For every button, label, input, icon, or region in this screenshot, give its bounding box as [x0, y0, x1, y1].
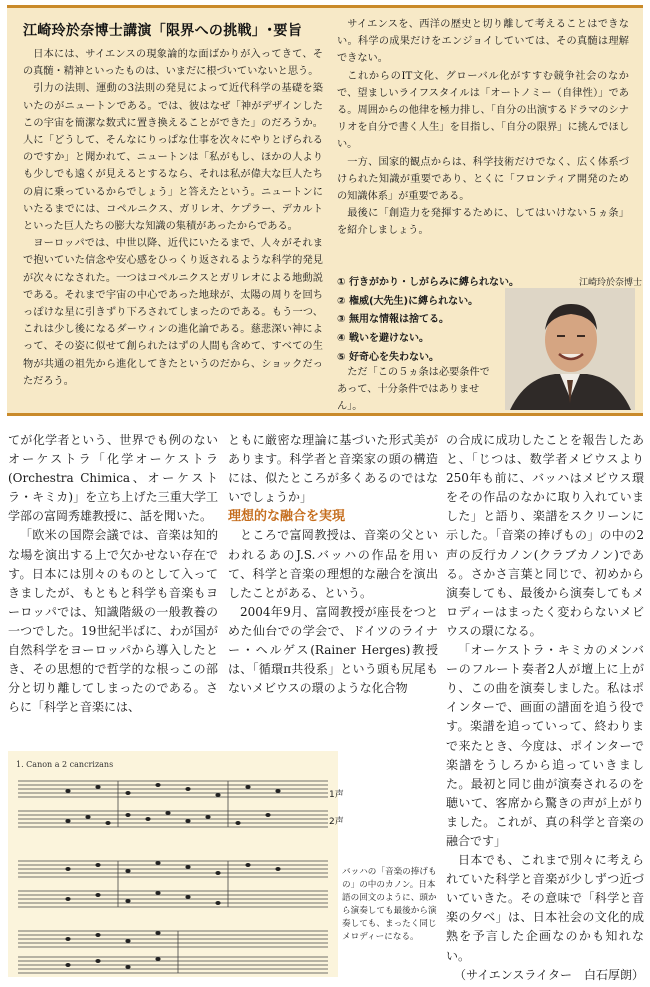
- article-paragraph: ところで富岡教授は、音楽の父といわれるあのJ.S.バッハの作品を用いて、科学と音楽の理想的な融合を演出したことがある、という。: [228, 528, 438, 600]
- section-heading: 理想的な融合を実現: [228, 509, 346, 525]
- voice-label-1: 1声: [329, 790, 344, 800]
- box-paragraph: 一方、国家的観点からは、科学技術だけでなく、広く体系づけられた知識が重要であり、とくに「フロンティア開発のための知識体系」が重要である。: [337, 156, 629, 203]
- box-right-column: [337, 16, 629, 240]
- article-column-1: [8, 431, 218, 717]
- rule-item: ⑤ 好奇心を失わない。: [337, 351, 439, 363]
- staff-system-3: [18, 931, 328, 973]
- box-paragraph: サイエンスを、西洋の歴史と切り離して考えることはできない。科学の成果だけをエンジョイしていては、その真髄は理解できない。: [337, 19, 629, 65]
- article-paragraph: 日本でも、これまで別々に考えられていた科学と音楽が少しずつ近づいていきた。その意味で「科学と音楽の夕べ」は、日本社会の文化的成熟を予言した企画なのかも知れない。: [446, 853, 644, 963]
- box-paragraph: 引力の法則、運動の3法則の発見によって近代科学の基礎を築いたのがニュートンである。では、彼はなぜ「神がデザインしたこの宇宙を簡潔な数式に置き換えることができた」のだろうか。人に「どうして、そんなにりっぱな仕事を次々にやりとげられるのですか」と聞かれて、ニュートンは「私がもし、ほかの人よりも少しでも遠くが見えるとするなら、それは私が偉大な巨人たちの肩に乗っているからでしょう」と答えたという。ニュートンにいたるまでには、コペルニクス、ガリレオ、ケプラー、デカルトといった巨人たちの膨大な知識の集積があったからである。: [23, 83, 323, 233]
- music-score-figure: [8, 751, 338, 977]
- portrait-illustration: [505, 288, 635, 410]
- voice-label-2: 2声: [329, 817, 344, 827]
- article-column-3: [446, 431, 644, 985]
- article-paragraph: 「欧米の国際会議では、音楽は知的な場を演出する上で欠かせない存在です。日本には別々のものとして入ってきましたが、もともと科学も音楽もヨーロッパでは、知識階級の一般教養の一つでした。19世紀半ばに、わが国が自然科学をヨーロッパから導入したとき、その思想的で哲学的な根っこの部分と切り離してしまったのである。さらに「科学と音楽には、: [8, 528, 218, 715]
- rule-item: ② 権威(大先生)に縛られない。: [337, 295, 479, 307]
- box-paragraph: これからのIT文化、グローバル化がすすむ競争社会のなかで、望ましいライフスタイルは「オートノミー（自律性）」である。周囲からの他律を極力排し、「自分の出演するドラマのシナリオを自分で書く人生」を目指し、「自分の限界」に挑んでほしい。: [337, 70, 629, 151]
- score-caption: バッハの「音楽の捧げもの」の中のカノン。日本語の回文のように、頭から演奏しても最後から演奏しても、まったく同じメロディーになる。: [342, 867, 437, 942]
- article-column-2: [228, 431, 438, 698]
- box-paragraph: ヨーロッパでは、中世以降、近代にいたるまで、人々がそれまで抱いていた信念や安心感をひっくり返されるような科学的発見が次々になされた。一つはコペルニクスとガリレオによる地動説である。それまで宇宙の中心であった地球が、太陽の周りを回ちっぽけな星に引きずり下ろされてしまったのである。もう一つ、これは少し後になるダーウィンの進化論である。慈悲深い神によって、その姿に似せて創られたはずの人間も含めて、すべての生物が共通の祖先から進化してきたというのだから、ショックだっただろう。: [23, 238, 323, 387]
- box-paragraph: 日本には、サイエンスの現象論的な面ばかりが入ってきて、その真髄・精神といったものは、いまだに根づいていないと思う。: [23, 49, 323, 78]
- box-paragraph: 最後に「創造力を発揮するために、してはいけない５ヵ条」を紹介しましょう。: [337, 208, 629, 237]
- score-title: 1. Canon a 2 cancrizans: [16, 760, 114, 769]
- article-paragraph: ともに厳密な理論に基づいた形式美があります。科学者と音楽家の頭の構造には、似たところが多くあるのではないでしょうか」: [228, 433, 438, 505]
- staff-system-1: [18, 781, 328, 827]
- box-left-column: [23, 46, 323, 390]
- rule-item: ① 行きがかり・しがらみに縛られない。: [337, 277, 519, 288]
- lecture-summary-box: [7, 5, 643, 416]
- article-paragraph: 「オーケストラ・キミカのメンバーのフルート奏者2人が壇上に上がり、この曲を演奏しました。私はポインターで、画面の譜面を追う役です。楽譜を追っていって、終わりまで来たとき、今度は、ポインターで楽譜をうしろから追っていきました。最初と同じ曲が演奏されるのを聴いて、客席から驚きの声が上がりました。これが、真の科学と音楽の融合です」: [446, 643, 644, 848]
- box-closing: ただ「この５ヵ条は必要条件であって、十分条件ではありません」。: [337, 367, 490, 413]
- five-rules-list: [337, 274, 519, 368]
- article-paragraph: 2004年9月、富岡教授が座長をつとめた仙台での学会で、ドイツのライナー・ヘルゲス(Rainer Herges)教授は、「循環π共役系」という頭も尻尾もないメビウスの環のような化合物: [228, 604, 438, 696]
- box-title: 江崎玲於奈博士講演「限界への挑戦」･要旨: [23, 23, 302, 39]
- author-credit: （サイエンスライター 白石厚朗）: [454, 967, 644, 982]
- music-score-image: [8, 751, 338, 977]
- article-paragraph: の合成に成功したことを報告したあと、「じつは、数学者メビウスより250年も前に、バッハはメビウス環をその作品のなかに取り入れていました」と語り、楽譜をスクリーンに示した。「音楽の捧げもの」の中の2声の反行カノン(クラブカノン)である。さかさ言葉と同じで、初めから演奏しても、最後から演奏してもメロディーはまったく変わらないメビウスの環になる。: [446, 433, 644, 638]
- portrait-photo: [505, 288, 635, 410]
- rule-item: ③ 無用な情報は捨てる。: [337, 314, 449, 326]
- article-paragraph: てが化学者という、世界でも例のないオーケストラ「化学オーケストラ(Orchestra Chimica、オーケストラ・キミカ)」を立ち上げた三重大学工学部の富岡秀雄教授に、話を聞いた。: [8, 433, 218, 524]
- rule-item: ④ 戦いを避けない。: [337, 333, 429, 345]
- staff-system-2: [18, 861, 328, 907]
- photo-caption: 江崎玲於奈博士: [579, 278, 643, 288]
